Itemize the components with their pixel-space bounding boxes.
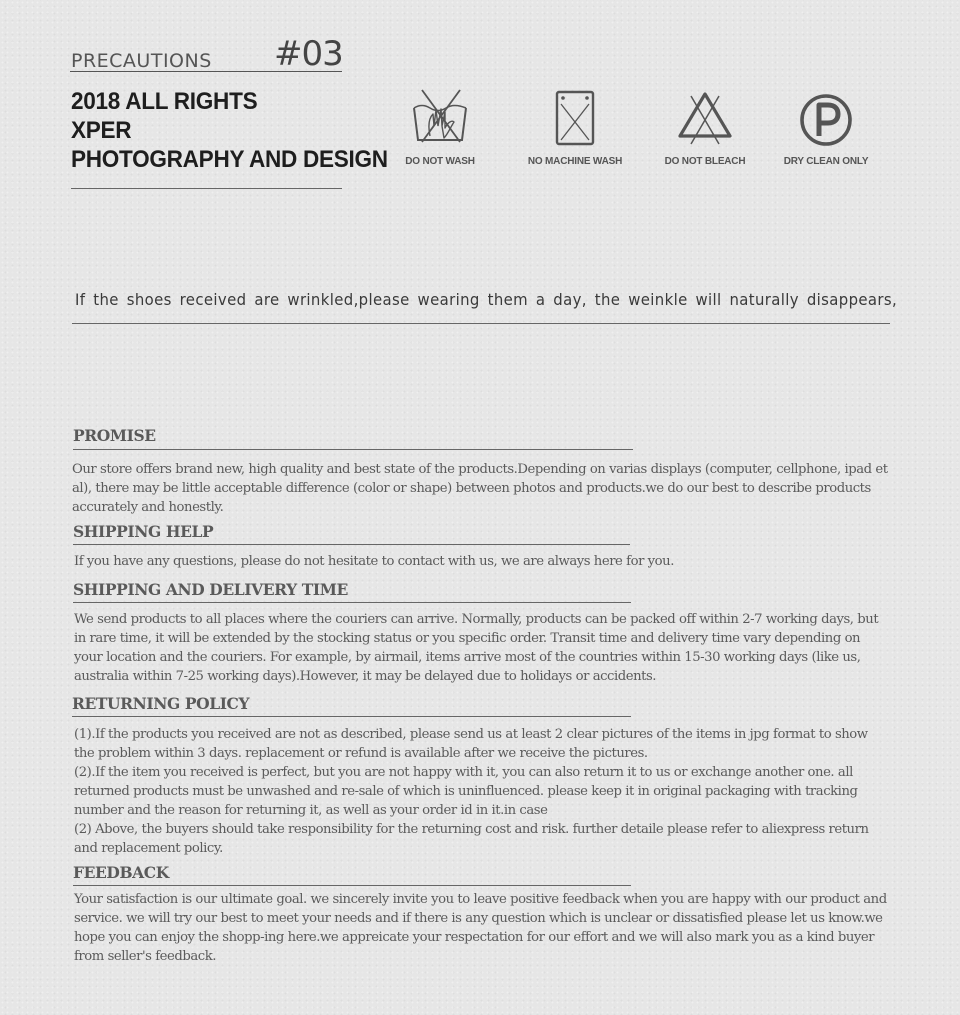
promise-text: Our store offers brand new, high quality and best state of the products.Depending on varias displays (computer, cellphone, ipad et al), there may be little acceptable difference (color or shape) between photos and products.we do our best to describe products accurately and honestly. — [72, 462, 888, 515]
copyright-divider — [71, 188, 342, 189]
dry-clean-only-icon — [794, 86, 858, 146]
care-item-dry-clean-only — [766, 86, 886, 167]
no-machine-wash-icon — [543, 86, 607, 146]
shipping-delivery-body — [74, 610, 889, 686]
feedback-text: Your satisfaction is our ultimate goal. we sincerely invite you to leave positive feedback when you are happy with our product and service. we will try our best to meet your needs and if there is any question which is unclear or dissatisfied please let us know.we hope you can enjoy the shopp-ing here.we appreicate your respectation for our effort and we will also mark you as a kind buyer from seller's feedback. — [74, 892, 887, 964]
feedback-body — [74, 890, 889, 966]
shipping-help-divider — [73, 544, 630, 545]
returning-policy-p1: (1).If the products you received are not as described, please send us at least 2 clear pictures of the items in jpg format to show the problem within 3 days. replacement or refund is available after we receive the pictures. — [74, 727, 868, 761]
promise-title: PROMISE — [73, 426, 156, 445]
copyright-line-3: PHOTOGRAPHY AND DESIGN — [71, 146, 388, 173]
shipping-help-title: SHIPPING HELP — [73, 522, 214, 541]
returning-policy-p2: (2).If the item you received is perfect, but you are not happy with it, you can also return it to us or exchange another one. all returned products must be unwashed and re-sale of which is uninfluenced. please keep it in original packaging with tracking number and the reason for returning it, as well as your order id in it.in case — [74, 765, 858, 818]
feedback-divider — [73, 885, 631, 886]
note-divider — [72, 323, 890, 324]
returning-policy-title: RETURNING POLICY — [72, 694, 250, 713]
copyright-block — [71, 87, 388, 174]
shipping-help-text: If you have any questions, please do not hesitate to contact with us, we are always here for you. — [74, 554, 674, 569]
section-number: #03 — [274, 34, 343, 74]
shipping-delivery-title: SHIPPING AND DELIVERY TIME — [73, 580, 348, 599]
precautions-label: PRECAUTIONS — [71, 50, 212, 72]
shipping-help-body — [74, 552, 894, 571]
copyright-line-1: 2018 ALL RIGHTS — [71, 88, 258, 115]
feedback-title: FEEDBACK — [73, 863, 169, 882]
promise-divider — [73, 449, 633, 450]
promise-body — [72, 460, 892, 517]
returning-policy-p3: (2) Above, the buyers should take responsibility for the returning cost and risk. further detaile please refer to aliexpress return and replacement policy. — [74, 822, 869, 856]
shipping-delivery-text: We send products to all places where the couriers can arrive. Normally, products can be packed off within 2-7 working days, but in rare time, it will be extended by the stocking status or you specific order. Transit time and delivery time vary depending on your location and the couriers. For example, by airmail, items arrive most of the countries within 15-30 working days (like us, australia within 7-25 working days).However, it may be delayed due to holidays or accidents. — [74, 612, 879, 684]
returning-policy-body — [74, 725, 889, 858]
copyright-line-2: XPER — [71, 117, 132, 144]
care-label: DRY CLEAN ONLY — [783, 156, 869, 167]
care-item-no-machine-wash — [515, 86, 635, 167]
do-not-bleach-icon — [673, 86, 737, 146]
returning-policy-divider — [72, 716, 631, 717]
care-label: DO NOT WASH — [405, 156, 475, 167]
wrinkle-note: If the shoes received are wrinkled,please wearing them a day, the weinkle will naturally disappears, — [75, 290, 898, 309]
care-item-do-not-wash — [380, 86, 500, 167]
do-not-wash-icon — [408, 86, 472, 146]
care-label: DO NOT BLEACH — [664, 156, 746, 167]
header-divider — [70, 71, 342, 72]
care-item-do-not-bleach — [645, 86, 765, 167]
shipping-delivery-divider — [73, 602, 631, 603]
care-label: NO MACHINE WASH — [527, 156, 623, 167]
